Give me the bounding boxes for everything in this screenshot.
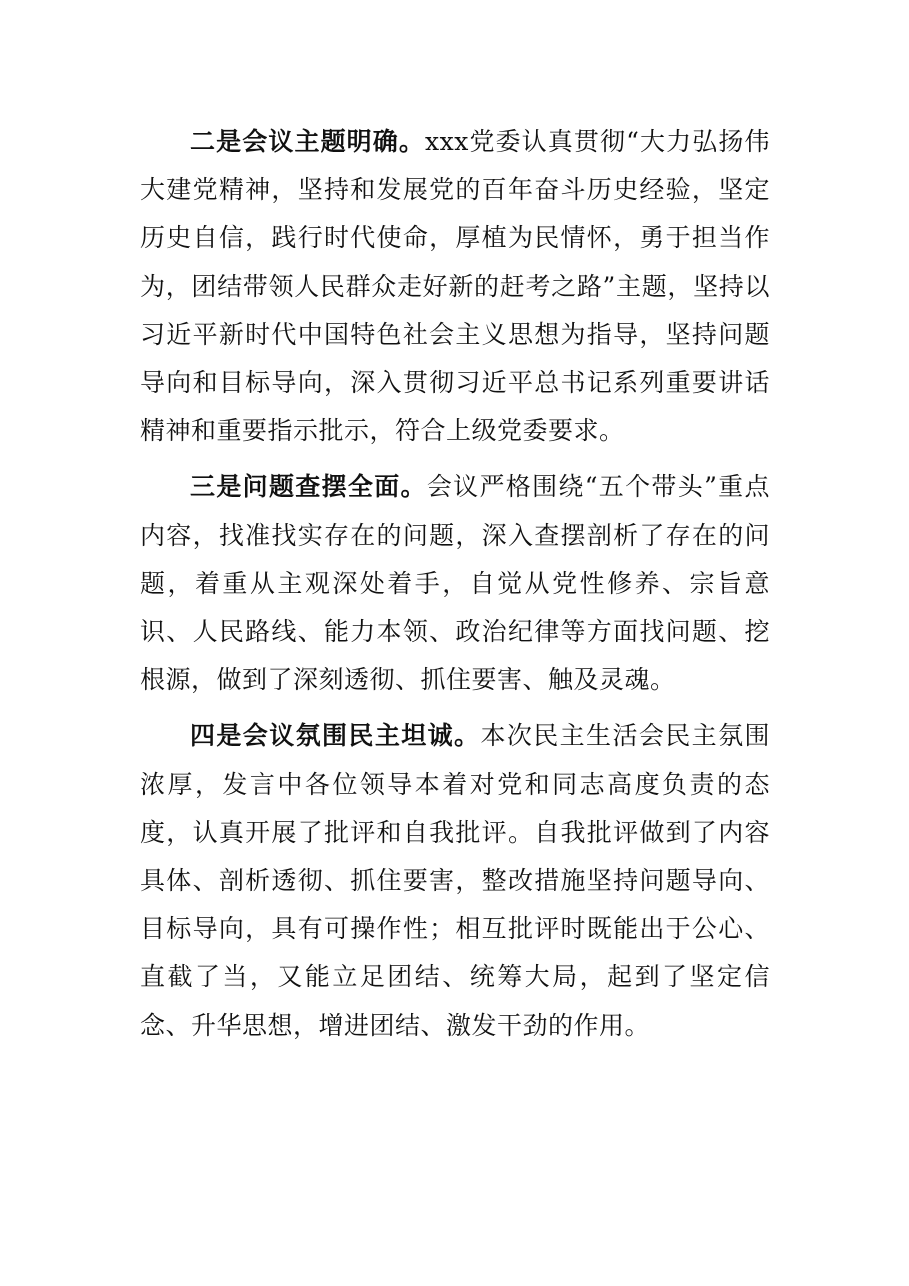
paragraph-meeting-atmosphere bbox=[140, 712, 770, 1049]
document-body bbox=[140, 118, 770, 1058]
paragraph-meeting-theme bbox=[140, 118, 770, 455]
paragraph-lead: 四是会议氛围民主坦诚。 bbox=[190, 721, 481, 751]
paragraph-text: 本次民主生活会民主氛围浓厚，发言中各位领导本着对党和同志高度负责的态度，认真开展了批评和自我批评。自我批评做到了内容具体、剖析透彻、抓住要害，整改措施坚持问题导向、目标导向，具有可操作性；相互批评时既能出于公心、直截了当，又能立足团结、统筹大局，起到了坚定信念、升华思想，增进团结、激发干劲的作用。 bbox=[140, 721, 770, 1040]
paragraph-text: xxx党委认真贯彻“大力弘扬伟大建党精神，坚持和发展党的百年奋斗历史经验，坚定历史自信，践行时代使命，厚植为民情怀，勇于担当作为，团结带领人民群众走好新的赶考之路”主题，坚持以习近平新时代中国特色社会主义思想为指导，坚持问题导向和目标导向，深入贯彻习近平总书记系列重要讲话精神和重要指示批示，符合上级党委要求。 bbox=[140, 127, 770, 446]
paragraph-problem-review bbox=[140, 463, 770, 704]
paragraph-lead: 三是问题查摆全面。 bbox=[190, 472, 427, 502]
paragraph-lead: 二是会议主题明确。 bbox=[190, 127, 426, 156]
paragraph-text: 会议严格围绕“五个带头”重点内容，找准找实存在的问题，深入查摆剖析了存在的问题，着重从主观深处着手，自觉从党性修养、宗旨意识、人民路线、能力本领、政治纪律等方面找问题、挖根源，做到了深刻透彻、抓住要害、触及灵魂。 bbox=[140, 472, 770, 695]
